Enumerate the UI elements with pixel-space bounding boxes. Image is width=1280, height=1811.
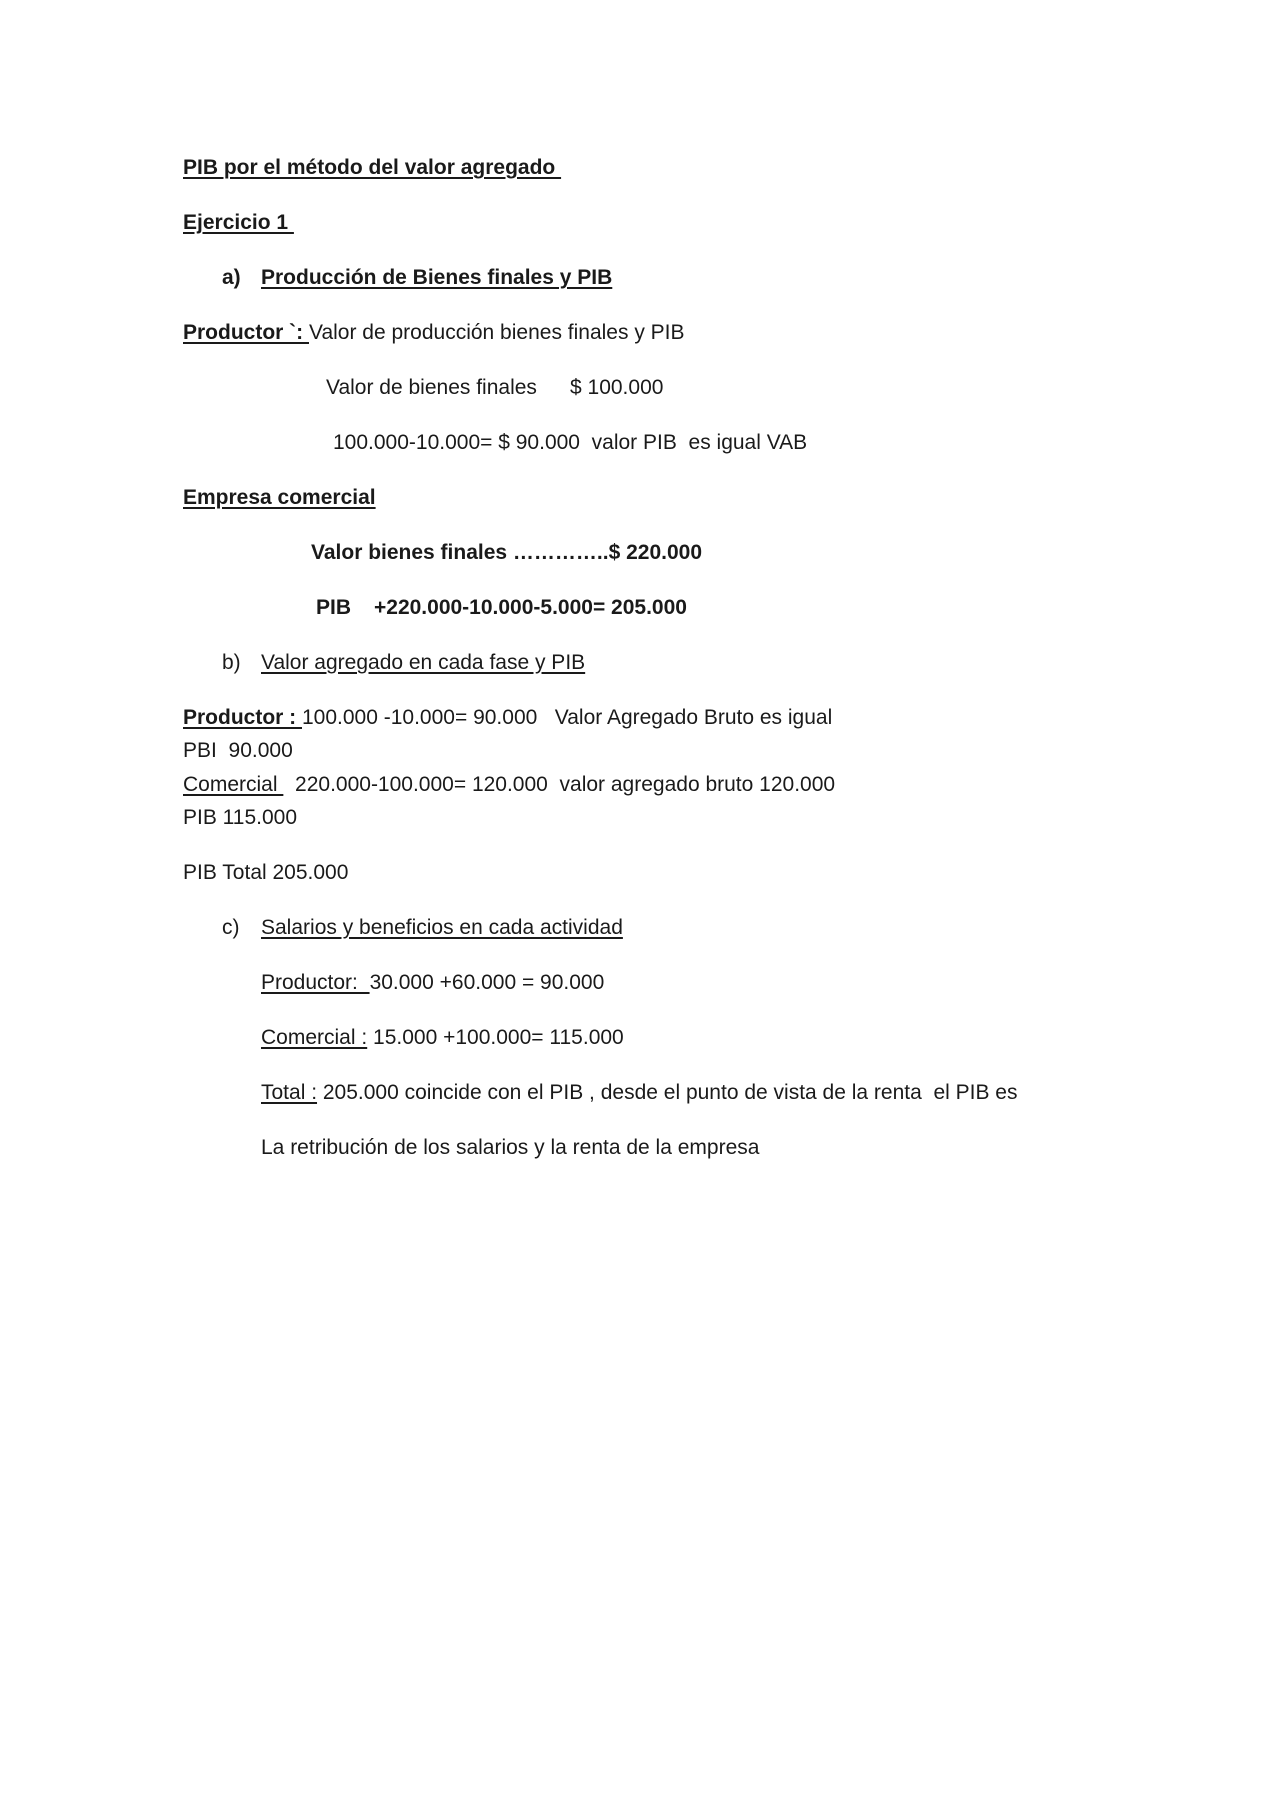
section-a-heading: Producción de Bienes finales y PIB bbox=[261, 266, 613, 289]
section-c-comercial-label: Comercial : bbox=[261, 1026, 368, 1049]
section-c-comercial-text: 15.000 +100.000= 115.000 bbox=[367, 1026, 624, 1049]
productor-text: Valor de producción bienes finales y PIB bbox=[309, 321, 685, 344]
section-b-productor-pbi: PBI 90.000 bbox=[183, 739, 293, 762]
section-c-productor-text: 30.000 +60.000 = 90.000 bbox=[369, 971, 605, 994]
section-b-comercial-text: 220.000-100.000= 120.000 valor agregado bruto 120.000 bbox=[283, 773, 836, 796]
productor-label: Productor `: bbox=[183, 321, 309, 344]
empresa-pib-label: PIB bbox=[316, 596, 352, 619]
section-c-productor-line bbox=[261, 972, 604, 993]
exercise-heading: Ejercicio 1 bbox=[183, 211, 294, 234]
section-b-comercial-pib: PIB 115.000 bbox=[183, 806, 298, 829]
section-c-marker: c) bbox=[222, 916, 240, 939]
section-c-productor-label: Productor: bbox=[261, 971, 370, 994]
empresa-pib-calculation: +220.000-10.000-5.000= 205.000 bbox=[374, 596, 687, 619]
section-c-retribucion: La retribución de los salarios y la renta de la empresa bbox=[261, 1136, 760, 1159]
section-b-productor-text: 100.000 -10.000= 90.000 Valor Agregado Bruto es igual bbox=[302, 706, 833, 729]
section-c-total-text: 205.000 coincide con el PIB , desde el punto de vista de la renta el PIB es bbox=[317, 1081, 1018, 1104]
pib-calculation: 100.000-10.000= $ 90.000 valor PIB es igual VAB bbox=[333, 431, 808, 454]
section-b-productor-line bbox=[183, 707, 832, 728]
empresa-valor-bienes: Valor bienes finales …………..$ 220.000 bbox=[311, 541, 703, 564]
valor-bienes-label: Valor de bienes finales bbox=[326, 376, 537, 399]
section-c-heading: Salarios y beneficios en cada actividad bbox=[261, 916, 623, 939]
document-title: PIB por el método del valor agregado bbox=[183, 156, 562, 179]
section-b-heading: Valor agregado en cada fase y PIB bbox=[261, 651, 586, 674]
section-c-total-line bbox=[261, 1082, 1018, 1103]
section-b-comercial-label: Comercial bbox=[183, 773, 284, 796]
section-c-total-label: Total : bbox=[261, 1081, 318, 1104]
empresa-comercial-heading: Empresa comercial bbox=[183, 486, 376, 509]
section-a-marker: a) bbox=[222, 266, 241, 289]
valor-bienes-value: $ 100.000 bbox=[570, 376, 664, 399]
section-b-productor-label: Productor : bbox=[183, 706, 302, 729]
section-b-marker: b) bbox=[222, 651, 241, 674]
section-a-productor-line bbox=[183, 322, 685, 343]
section-c-comercial-line bbox=[261, 1027, 624, 1048]
section-b-comercial-line bbox=[183, 774, 835, 795]
pib-total: PIB Total 205.000 bbox=[183, 861, 349, 884]
